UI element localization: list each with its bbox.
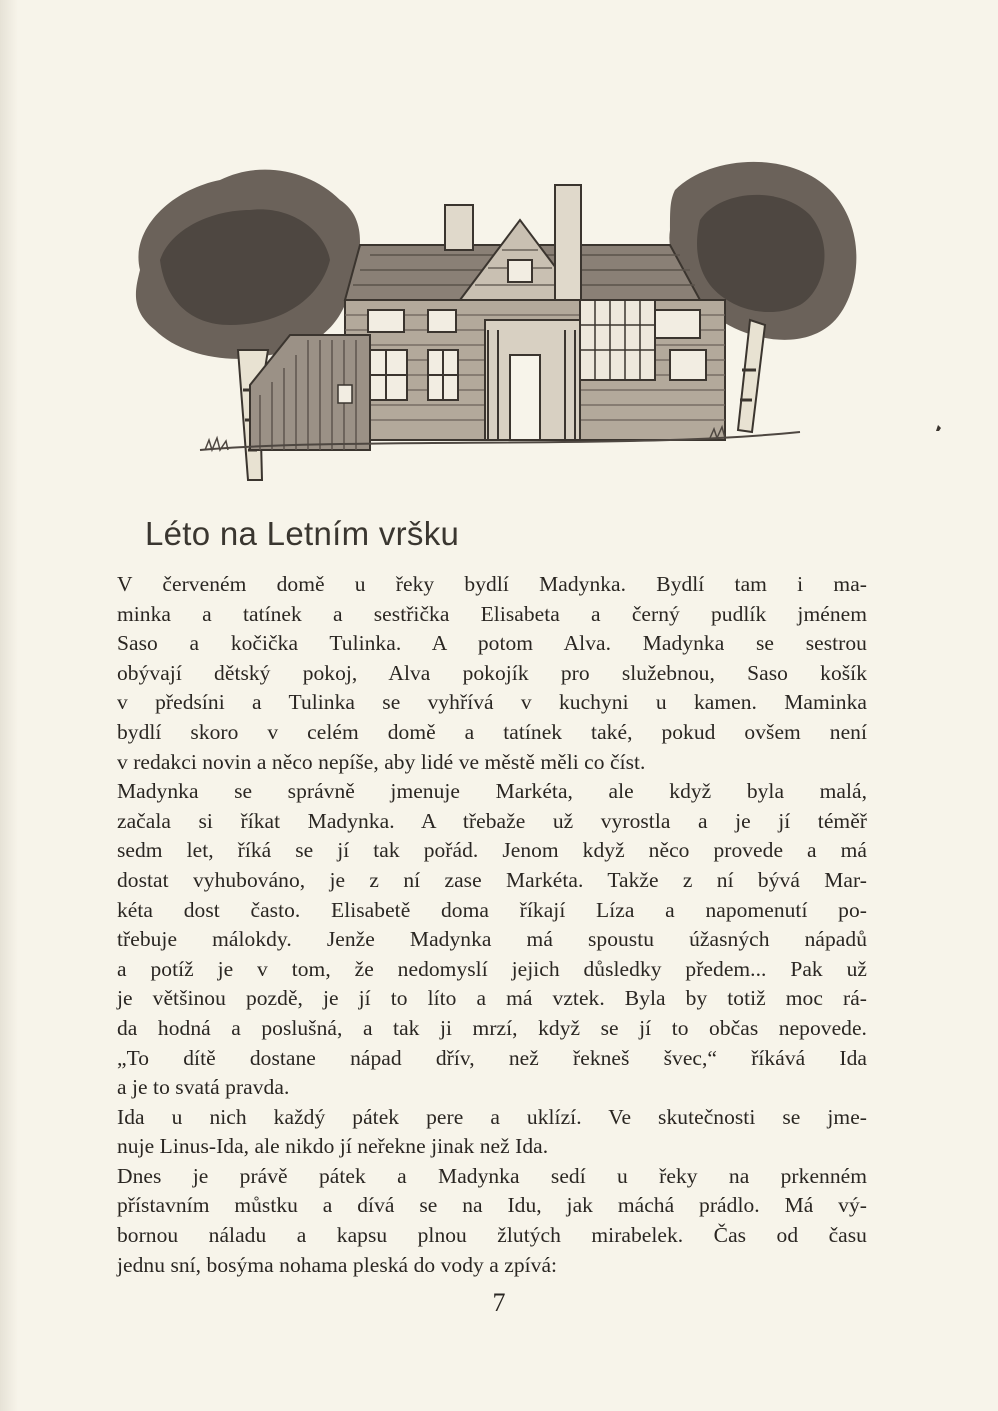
text-line: sedm let, říká se jí tak pořád. Jenom když něco provede a má [117, 838, 867, 863]
text-line: Saso a kočička Tulinka. A potom Alva. Madynka se sestrou [117, 631, 867, 656]
page-number: 7 [492, 1288, 506, 1317]
paragraph-3 [117, 1044, 867, 1103]
text-line: je většinou pozdě, je jí to líto a má vztek. Byla by totiž moc rá- [117, 986, 867, 1011]
text-line: „To dítě dostane nápad dřív, než řekneš švec,“ říkává Ida [117, 1045, 867, 1070]
text-line: minka a tatínek a sestřička Elisabeta a černý pudlík jménem [117, 601, 867, 626]
text-line: da hodná a poslušná, a tak ji mrzí, když se jí to občas nepovede. [117, 1015, 867, 1040]
text-line: třebuje málokdy. Jenže Madynka má spoustu úžasných nápadů [117, 927, 867, 952]
text-line: bornou náladu a kapsu plnou žlutých mirabelek. Čas od času [117, 1223, 867, 1248]
ink-speck [935, 424, 942, 432]
paragraph-4 [117, 1103, 867, 1162]
text-line: a potíž je v tom, že nedomyslí jejich důsledky předem... Pak už [117, 956, 867, 981]
text-line: a je to svatá pravda. [117, 1075, 290, 1100]
text-line: začala si říkat Madynka. A třebaže už vyrostla a je jí téměř [117, 808, 867, 833]
page-edge-shadow [0, 0, 18, 1411]
text-line: přístavním můstku a dívá se na Idu, jak máchá prádlo. Má vý- [117, 1193, 867, 1218]
text-line: jednu sní, bosýma nohama pleská do vody a zpívá: [117, 1252, 558, 1277]
text-line: nuje Linus-Ida, ale nikdo jí neřekne jinak než Ida. [117, 1134, 549, 1159]
text-line: bydlí skoro v celém domě a tatínek také, pokud ovšem není [117, 719, 867, 744]
text-line: v redakci novin a něco nepíše, aby lidé ve městě měli co číst. [117, 749, 646, 774]
chapter-title: Léto na Letním vršku [145, 515, 460, 552]
paragraph-2 [117, 777, 867, 1043]
text-line: v předsíni a Tulinka se vyhřívá v kuchyni u kamen. Maminka [117, 690, 867, 715]
house-with-trees-illustration [110, 150, 870, 490]
chapter-body [117, 570, 867, 1280]
text-line: dostat vyhubováno, je z ní zase Markéta. Takže z ní bývá Mar- [117, 867, 867, 892]
text-line: V červeném domě u řeky bydlí Madynka. Bydlí tam i ma- [117, 572, 867, 596]
text-line: kéta dost často. Elisabetě doma říkají Líza a napomenutí po- [117, 897, 867, 922]
text-line: obývají dětský pokoj, Alva pokojík pro služebnou, Saso košík [117, 660, 867, 685]
paragraph-1 [117, 570, 867, 777]
text-line: Madynka se správně jmenuje Markéta, ale když byla malá, [117, 779, 867, 804]
text-line: Dnes je právě pátek a Madynka sedí u řeky na prkenném [117, 1163, 867, 1188]
text-line: Ida u nich každý pátek pere a uklízí. Ve skutečnosti se jme- [117, 1104, 867, 1129]
paragraph-5 [117, 1162, 867, 1280]
